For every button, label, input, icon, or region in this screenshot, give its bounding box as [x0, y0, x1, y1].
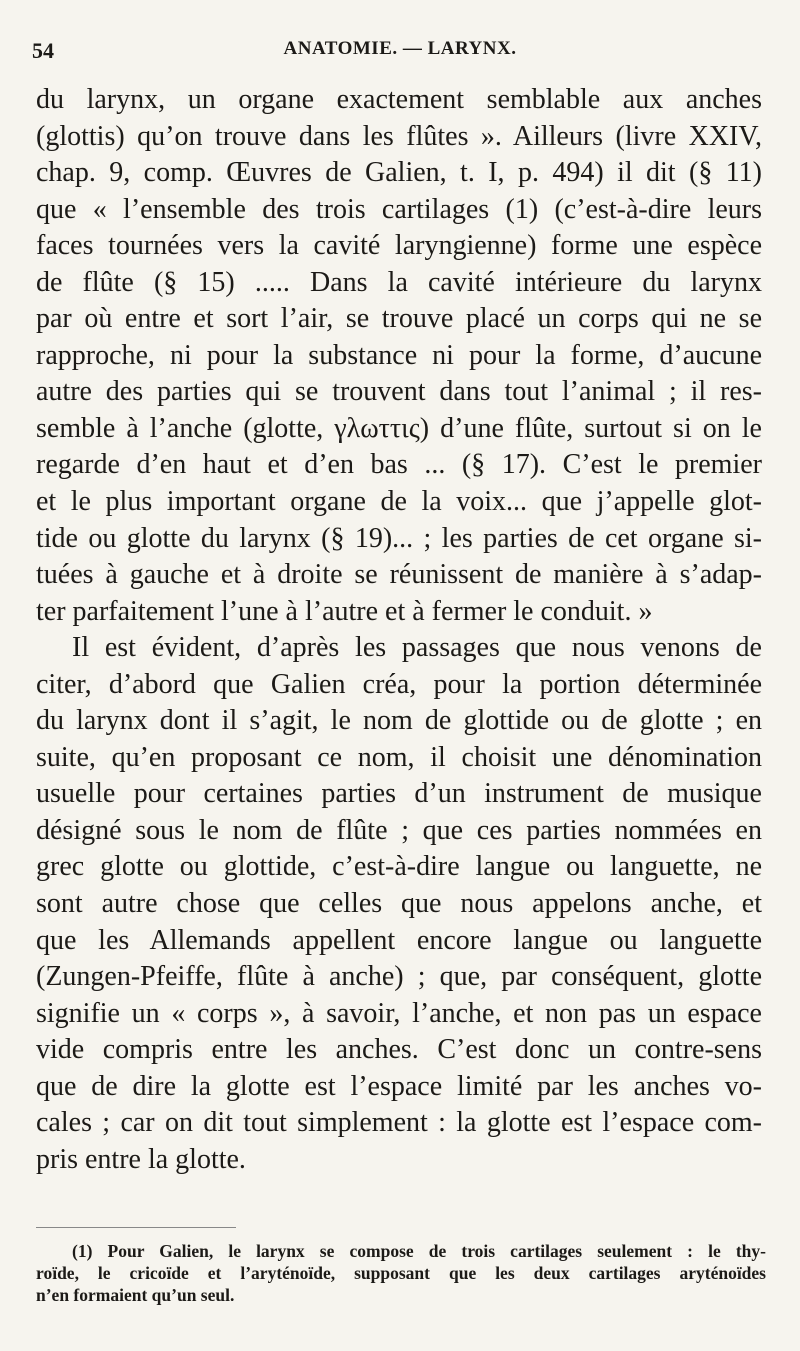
text-line: et le plus important organe de la voix... que j’appelle glot-: [36, 486, 762, 518]
text-line: que de dire la glotte est l’espace limité par les anches vo-: [36, 1070, 762, 1102]
running-title: ANATOMIE. — LARYNX.: [283, 38, 517, 59]
text-line: tuées à gauche et à droite se réunissent de manière à s’adap-: [36, 559, 762, 591]
text-line: vide compris entre les anches. C’est donc un contre-sens: [36, 1034, 762, 1066]
text-line: regarde d’en haut et d’en bas ... (§ 17). C’est le premier: [36, 449, 762, 481]
text-line: du larynx, un organe exactement semblable aux anches: [36, 84, 762, 115]
text-line: citer, d’abord que Galien créa, pour la portion déterminée: [36, 668, 762, 700]
text-line: ter parfaitement l’une à l’autre et à fermer le conduit. »: [36, 595, 653, 627]
text-line: (glottis) qu’on trouve dans les flûtes ». Ailleurs (livre XXIV,: [36, 120, 762, 152]
text-line: que « l’ensemble des trois cartilages (1) (c’est-à-dire leurs: [36, 193, 762, 225]
text-line: sont autre chose que celles que nous appelons anche, et: [36, 888, 762, 920]
text-line: rapproche, ni pour la substance ni pour la forme, d’aucune: [36, 339, 762, 371]
text-line: signifie un « corps », à savoir, l’anche, et non pas un espace: [36, 997, 762, 1029]
text-line: grec glotte ou glottide, c’est-à-dire langue ou languette, ne: [36, 851, 762, 883]
text-line: suite, qu’en proposant ce nom, il choisit une dénomination: [36, 741, 762, 773]
text-line: que les Allemands appellent encore langue ou languette: [36, 924, 762, 956]
text-line: du larynx dont il s’agit, le nom de glottide ou de glotte ; en: [36, 705, 762, 737]
footnote-divider: [36, 1227, 236, 1228]
text-line: de flûte (§ 15) ..... Dans la cavité intérieure du larynx: [36, 266, 762, 298]
text-line: désigné sous le nom de flûte ; que ces parties nommées en: [36, 814, 762, 846]
footnote-line: roïde, le cricoïde et l’aryténoïde, supposant que les deux cartilages aryténoïdes: [36, 1263, 766, 1283]
text-line: par où entre et sort l’air, se trouve placé un corps qui ne se: [36, 303, 762, 335]
text-line: cales ; car on dit tout simplement : la glotte est l’espace com-: [36, 1107, 762, 1139]
text-line: semble à l’anche (glotte, γλωττις) d’une flûte, surtout si on le: [36, 412, 762, 444]
text-line: tide ou glotte du larynx (§ 19)... ; les parties de cet organe si-: [36, 522, 762, 554]
text-line: pris entre la glotte.: [36, 1143, 246, 1175]
text-line: faces tournées vers la cavité laryngienne) forme une espèce: [36, 230, 762, 262]
page-number: 54: [32, 38, 54, 63]
text-line: Il est évident, d’après les passages que nous venons de: [72, 632, 762, 664]
text-line: autre des parties qui se trouvent dans tout l’animal ; il res-: [36, 376, 762, 408]
footnote-line: n’en formaient qu’un seul.: [36, 1285, 235, 1305]
footnote: [36, 1240, 766, 1306]
page-header: [30, 38, 770, 68]
text-line: usuelle pour certaines parties d’un instrument de musique: [36, 778, 762, 810]
footnote-line: (1) Pour Galien, le larynx se compose de trois cartilages seulement : le thy-: [72, 1241, 766, 1261]
body-text: [36, 82, 762, 1178]
text-line: chap. 9, comp. Œuvres de Galien, t. I, p. 494) il dit (§ 11): [36, 157, 762, 189]
text-line: (Zungen-Pfeiffe, flûte à anche) ; que, par conséquent, glotte: [36, 961, 762, 993]
